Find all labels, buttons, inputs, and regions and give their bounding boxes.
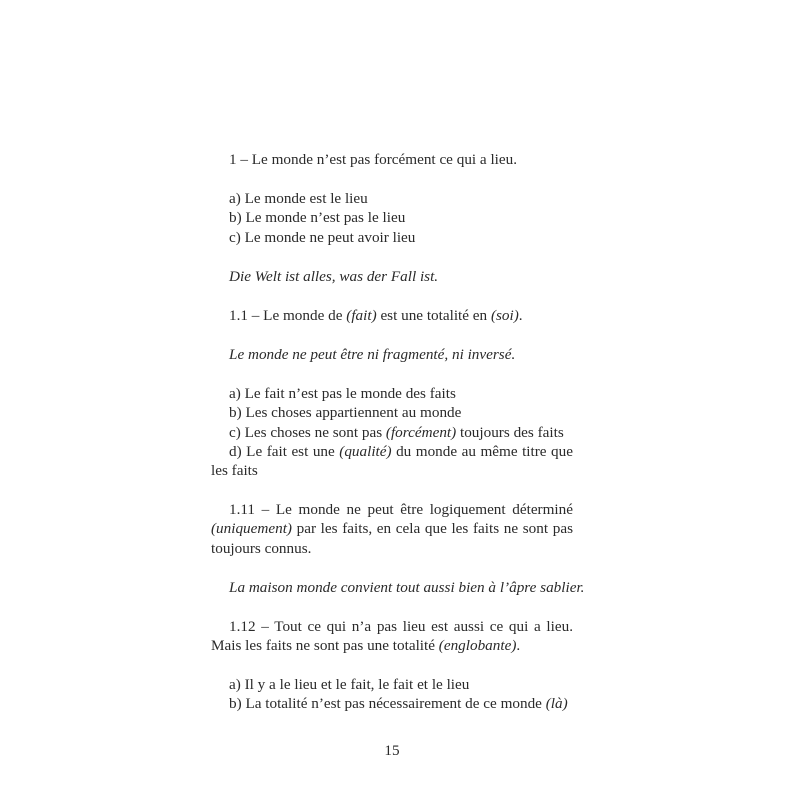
paragraph-1-heading — [229, 150, 573, 169]
text-run: toujours des faits — [456, 424, 564, 441]
list-item-1b — [229, 208, 573, 227]
text-run: b) Les choses appartiennent au monde — [229, 404, 462, 421]
list-item-1a — [229, 189, 573, 208]
list-item-1-1d — [229, 442, 573, 461]
italic-run: (englobante) — [438, 637, 517, 654]
italic-aphorism-1 — [229, 345, 573, 364]
text-run: Mais les faits ne sont pas une totalité — [211, 637, 439, 654]
list-item-1-1b — [229, 403, 573, 422]
text-run: toujours connus. — [211, 540, 312, 557]
list-item-1-12a — [229, 675, 573, 694]
paragraph-1-12-line-1 — [229, 617, 573, 636]
list-item-1-1c — [229, 423, 573, 442]
paragraph-1-11-line-1 — [229, 500, 573, 519]
paragraph-1-12-line-2 — [211, 636, 573, 655]
paragraph-1-1-heading — [229, 306, 573, 325]
italic-run: (soi) — [490, 307, 519, 324]
list-item-1c — [229, 228, 573, 247]
italic-run: La maison monde convient tout aussi bien à l’âpre sablier. — [229, 579, 585, 596]
italic-run: (forcément) — [385, 424, 457, 441]
paragraph-1-11-line-3 — [211, 539, 573, 558]
italic-run: Le monde ne peut être ni fragmenté, ni inversé. — [229, 346, 516, 363]
text-run: du monde au même titre que — [391, 443, 573, 460]
italic-run: (uniquement) — [211, 520, 292, 537]
text-run: a) Il y a le lieu et le fait, le fait et le lieu — [229, 676, 470, 693]
text-run: a) Le monde est le lieu — [229, 190, 368, 207]
book-page — [211, 0, 585, 800]
text-run: b) La totalité n’est pas nécessairement de ce monde — [229, 695, 546, 712]
text-run: a) Le fait n’est pas le monde des faits — [229, 385, 456, 402]
italic-run: (qualité) — [339, 443, 392, 460]
list-item-1-1d-continued — [211, 461, 573, 480]
text-run: 1.12 – Tout ce qui n’a pas lieu est aussi ce qui a lieu. — [229, 618, 573, 635]
text-run: d) Le fait est une — [229, 443, 340, 460]
italic-aphorism-2 — [229, 578, 585, 597]
text-run: c) Les choses ne sont pas — [229, 424, 386, 441]
text-run: c) Le monde ne peut avoir lieu — [229, 229, 416, 246]
text-run: est une totalité en — [376, 307, 491, 324]
text-run: les faits — [211, 462, 258, 479]
list-item-1-1a — [229, 384, 573, 403]
text-run: 1 – Le monde n’est pas forcément ce qui a lieu. — [229, 151, 518, 168]
text-run: 1.1 – Le monde de — [229, 307, 347, 324]
page-number: 15 — [384, 742, 400, 759]
paragraph-1-11-line-2 — [211, 519, 573, 538]
text-run: . — [518, 307, 523, 324]
german-quote — [229, 267, 573, 286]
text-run: . — [516, 637, 521, 654]
italic-run: (là) — [545, 695, 568, 712]
text-run: b) Le monde n’est pas le lieu — [229, 209, 406, 226]
list-item-1-12b — [229, 694, 573, 713]
italic-run: (fait) — [346, 307, 377, 324]
italic-run: Die Welt ist alles, was der Fall ist. — [229, 268, 439, 285]
text-run: 1.11 – Le monde ne peut être logiquement déterminé — [229, 501, 573, 518]
text-run: par les faits, en cela que les faits ne sont pas — [291, 520, 573, 537]
